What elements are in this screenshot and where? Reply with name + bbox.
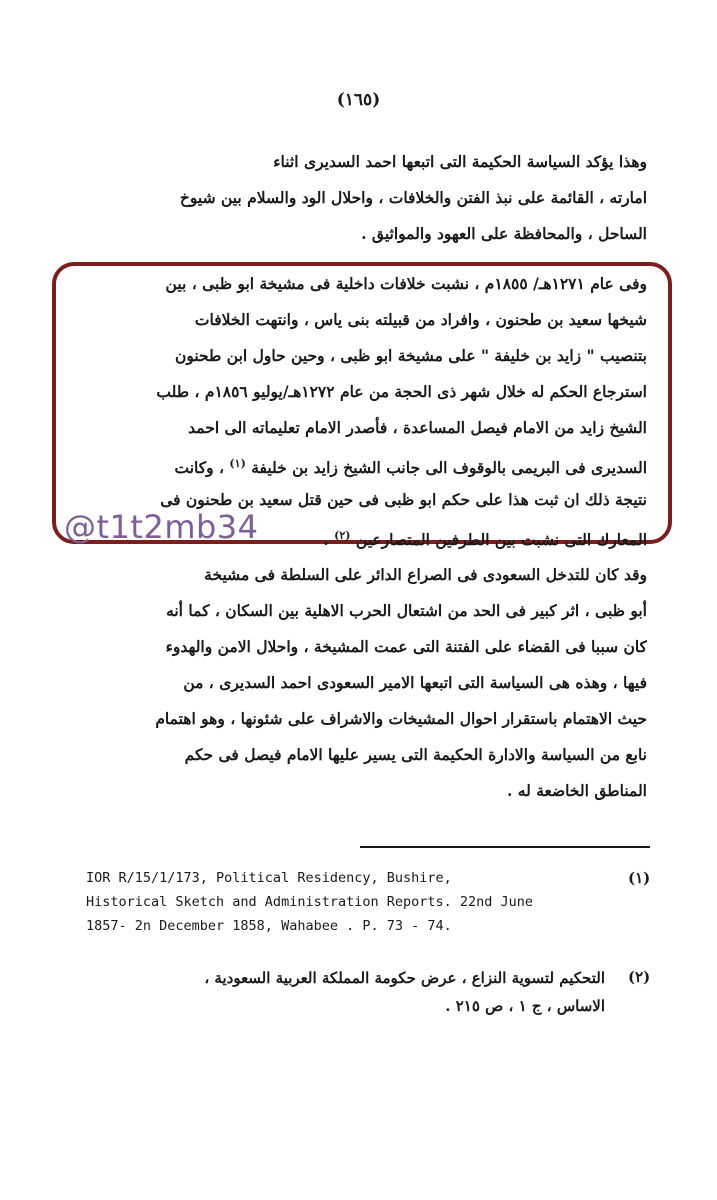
page-number: (١٦٥): [336, 90, 381, 110]
paragraph-line: فيها ، وهذه هى السياسة التى اتبعها الامير السعودى احمد السديرى ، من: [183, 673, 647, 692]
paragraph-1: [67, 144, 647, 252]
paragraph-line: نابع من السياسة والادارة الحكيمة التى يسير عليها الامام فيصل فى حكم: [184, 745, 647, 764]
footnote-2-number: (٢): [628, 968, 651, 986]
paragraph-line: بتنصيب " زايد بن خليفة " على مشيخة ابو ظبى ، وحين حاول ابن طحنون: [174, 346, 647, 365]
paragraph-line: امارته ، القائمة على نبذ الفتن والخلافات ، واحلال الود والسلام بين شيوخ: [179, 188, 647, 207]
footnote-1-number: (١): [628, 869, 651, 887]
footnote-ref-1[interactable]: (١): [229, 457, 246, 470]
footnote-ref-2[interactable]: (٢): [334, 529, 351, 542]
paragraph-line: استرجاع الحكم له خلال شهر ذى الحجة من عام ١٢٧٢هـ/يوليو ١٨٥٦م ، طلب: [156, 382, 647, 401]
footnote-line: التحكيم لتسوية النزاع ، عرض حكومة المملكة العربية السعودية ،: [204, 969, 605, 987]
line-tail: .: [323, 530, 329, 550]
footnote-line: الاساس ، ج ١ ، ص ٢١٥ .: [445, 997, 605, 1015]
paragraph-line: وهذا يؤكد السياسة الحكيمة التى اتبعها احمد السديرى اثناء: [273, 152, 647, 171]
paragraph-line: كان سببا فى القضاء على الفتنة التى عمت المشيخة ، واحلال الامن والهدوء: [165, 637, 647, 656]
paragraph-line: أبو ظبى ، اثر كبير فى الحد من اشتعال الحرب الاهلية بين السكان ، كما أنه: [166, 601, 647, 620]
paragraph-3: [67, 557, 647, 809]
footnote-1: [86, 866, 646, 938]
watermark-handle: @t1t2mb34: [64, 508, 259, 546]
footnote-divider: [360, 846, 650, 848]
footnote-line: IOR R/15/1/173, Political Residency, Bushire,: [86, 870, 452, 886]
paragraph-line: الساحل ، والمحافظة على العهود والمواثيق .: [361, 224, 647, 243]
line-text: السديرى فى البريمى بالوقوف الى جانب الشيخ زايد بن خليفة: [251, 458, 647, 478]
line-tail: ، وكانت: [174, 458, 225, 478]
paragraph-line: وفى عام ١٢٧١هـ/ ١٨٥٥م ، نشبت خلافات داخلية فى مشيخة ابو ظبى ، بين: [165, 274, 647, 293]
paragraph-line: شيخها سعيد بن طحنون ، وافراد من قبيلته بنى ياس ، وانتهت الخلافات: [194, 310, 647, 329]
paragraph-line: الشيخ زايد من الامام فيصل المساعدة ، فأصدر الامام تعليماته الى احمد: [188, 418, 647, 437]
footnote-2: [115, 964, 605, 1020]
paragraph-line: وقد كان للتدخل السعودى فى الصراع الدائر على السلطة فى مشيخة: [204, 565, 647, 584]
paragraph-line: [67, 446, 647, 482]
footnote-line: Historical Sketch and Administration Reports. 22nd June: [86, 894, 534, 910]
paragraph-line: المناطق الخاضعة له .: [507, 781, 647, 800]
footnote-line: 1857- 2n December 1858, Wahabee . P. 73 - 74.: [86, 918, 452, 934]
paragraph-line: نتيجة ذلك ان ثبت هذا على حكم ابو ظبى فى حين قتل سعيد بن طحنون فى: [160, 490, 647, 509]
paragraph-line: حيث الاهتمام باستقرار احوال المشيخات والاشراف على شئونها ، وهو اهتمام: [155, 709, 647, 728]
line-text: المعارك التى نشبت بين الطرفين المتصارعين: [355, 530, 647, 550]
